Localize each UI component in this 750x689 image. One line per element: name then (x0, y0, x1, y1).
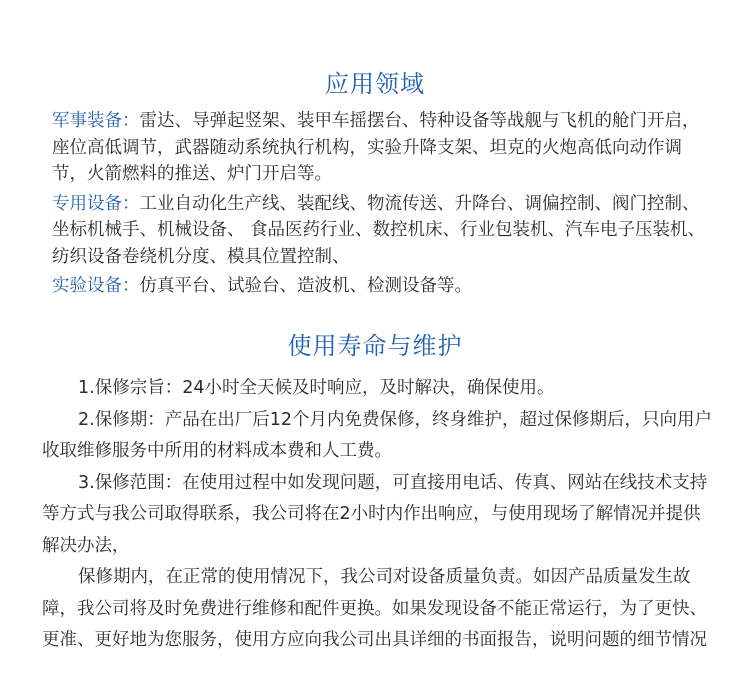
application-item-military (52, 108, 712, 188)
application-label: 军事装备 (52, 111, 122, 131)
application-item-special (52, 191, 712, 271)
maintenance-section (42, 373, 712, 657)
maintenance-paragraph-warranty-terms: 保修期内，在正常的使用情况下，我公司对设备质量负责。如因产品质量发生故障，我公司将及时免费进行维修和配件更换。如果发现设备不能正常运行，为了更快、更准、更好地为您服务，使用方应向我公司出具详细的书面报告，说明问题的细节情况 (42, 567, 707, 650)
application-item-experiment (52, 273, 712, 300)
application-label: 实验设备 (52, 276, 122, 296)
maintenance-paragraph-warranty-scope: 3.保修范围：在使用过程中如发现问题，可直接用电话、传真、网站在线技术支持等方式与我公司取得联系，我公司将在2小时内作出响应，与使用现场了解情况并提供解决办法， (42, 472, 708, 556)
application-text: 雷达、导弹起竖架、装甲车摇摆台、特种设备等战舰与飞机的舱门开启，座位高低调节，武器随动系统执行机构，实验升降支架、坦克的火炮高低向动作调节，火箭燃料的推送、炉门开启等。 (52, 111, 700, 184)
application-text: 工业自动化生产线、装配线、物流传送、升降台、调偏控制、阀门控制、坐标机械手、机械设备、 食品医药行业、数控机床、行业包装机、汽车电子压装机、纺织设备卷绕机分度、模具位置控制、 (52, 193, 706, 267)
applications-section (52, 108, 712, 303)
maintenance-title: 使用寿命与维护 (287, 332, 463, 360)
application-text: 仿真平台、试验台、造波机、检测设备等。 (139, 276, 472, 296)
application-label-separator: ： (122, 276, 140, 296)
application-label-separator: ： (122, 193, 140, 214)
applications-title: 应用领域 (325, 70, 425, 98)
application-label: 专用设备 (52, 193, 122, 214)
maintenance-paragraph-warranty-period: 2.保修期：产品在出厂后12个月内免费保修，终身维护，超过保修期后，只向用户收取维修服务中所用的材料成本费和人工费。 (42, 409, 712, 461)
maintenance-paragraph-principle: 1.保修宗旨：24小时全天候及时响应，及时解决，确保使用。 (78, 378, 555, 398)
application-label-separator: ： (122, 111, 140, 131)
